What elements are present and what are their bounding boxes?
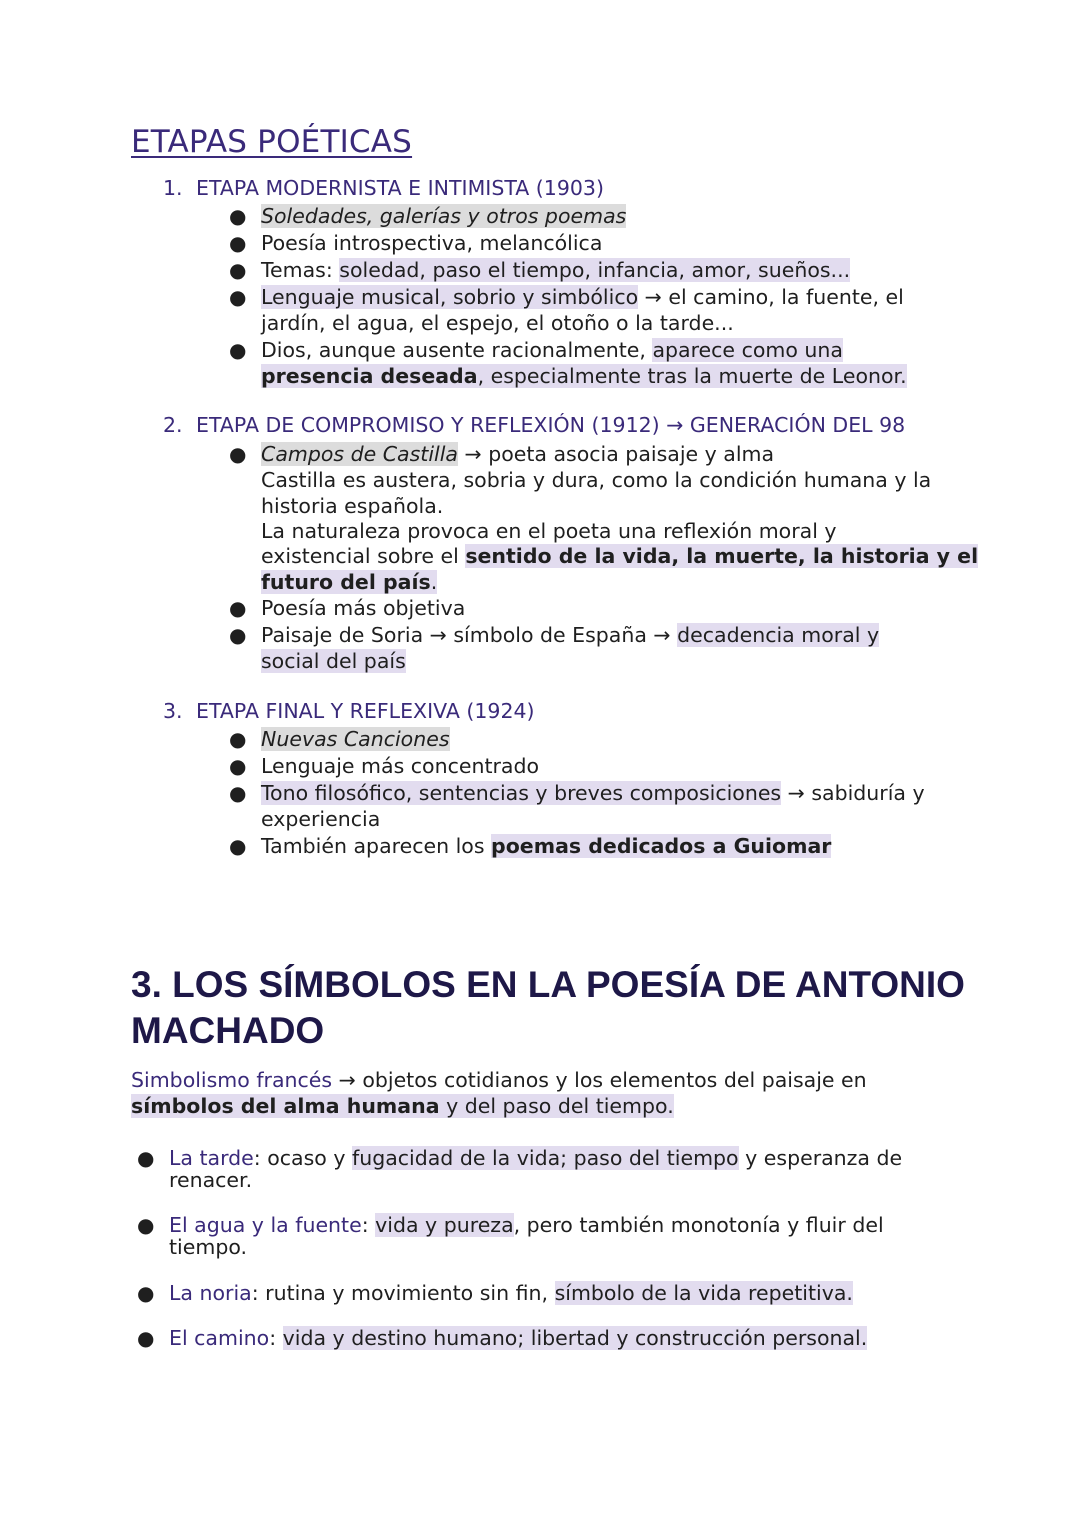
bullet: ● — [229, 204, 247, 228]
list-item: Temas: soledad, paso el tiempo, infancia, amor, sueños... — [261, 258, 851, 282]
list-item: Tono filosófico, sentencias y breves composiciones → sabiduría y — [261, 781, 925, 805]
list-item-continued: experiencia — [261, 807, 381, 831]
bullet: ● — [229, 442, 247, 466]
intro-paragraph: Simbolismo francés → objetos cotidianos y los elementos del paisaje en — [131, 1068, 867, 1092]
stage-3-heading: 3. ETAPA FINAL Y REFLEXIVA (1924) — [163, 699, 535, 723]
bullet: ● — [229, 834, 247, 858]
bullet: ● — [137, 1281, 155, 1305]
symbol-item: El camino: vida y destino humano; libertad y construcción personal. — [169, 1326, 868, 1350]
list-item: Paisaje de Soria → símbolo de España → decadencia moral y — [261, 623, 880, 647]
bullet: ● — [229, 285, 247, 309]
symbol-item: La noria: rutina y movimiento sin fin, símbolo de la vida repetitiva. — [169, 1281, 853, 1305]
symbol-item: La tarde: ocaso y fugacidad de la vida; paso del tiempo y esperanza de — [169, 1146, 903, 1170]
bullet: ● — [229, 754, 247, 778]
list-item-continued: existencial sobre el sentido de la vida, la muerte, la historia y el — [261, 544, 979, 568]
list-item-continued: historia española. — [261, 494, 444, 518]
bullet: ● — [229, 781, 247, 805]
stage-2-heading: 2. ETAPA DE COMPROMISO Y REFLEXIÓN (1912) → GENERACIÓN DEL 98 — [163, 413, 906, 437]
list-item: Poesía más objetiva — [261, 596, 466, 620]
list-item-continued: jardín, el agua, el espejo, el otoño o la tarde... — [261, 311, 734, 335]
bullet: ● — [137, 1146, 155, 1170]
section-title: 3. LOS SÍMBOLOS EN LA POESÍA DE ANTONIO MACHADO — [131, 964, 965, 1051]
bullet: ● — [229, 258, 247, 282]
bullet: ● — [229, 338, 247, 362]
bullet: ● — [229, 231, 247, 255]
bullet: ● — [137, 1213, 155, 1237]
bullet: ● — [229, 623, 247, 647]
list-item: Soledades, galerías y otros poemas — [261, 204, 627, 228]
list-item-continued: futuro del país. — [261, 570, 438, 594]
symbol-item: El agua y la fuente: vida y pureza, pero también monotonía y fluir del — [169, 1213, 884, 1237]
list-item-continued: La naturaleza provoca en el poeta una reflexión moral y — [261, 519, 837, 543]
etapas-title: ETAPAS POÉTICAS — [131, 124, 413, 160]
list-item: Nuevas Canciones — [261, 727, 450, 751]
list-item: También aparecen los poemas dedicados a Guiomar — [261, 834, 832, 858]
symbol-item-continued: renacer. — [169, 1168, 253, 1192]
bullet: ● — [137, 1326, 155, 1350]
list-item: Lenguaje musical, sobrio y simbólico → el camino, la fuente, el — [261, 285, 904, 309]
intro-paragraph-continued: símbolos del alma humana y del paso del tiempo. — [131, 1094, 674, 1118]
list-item: Lenguaje más concentrado — [261, 754, 540, 778]
list-item: Campos de Castilla → poeta asocia paisaje y alma — [261, 442, 775, 466]
list-item-continued: presencia deseada, especialmente tras la muerte de Leonor. — [261, 364, 907, 388]
stage-1-heading: 1. ETAPA MODERNISTA E INTIMISTA (1903) — [163, 176, 604, 200]
bullet: ● — [229, 596, 247, 620]
list-item-continued: Castilla es austera, sobria y dura, como la condición humana y la — [261, 468, 932, 492]
bullet: ● — [229, 727, 247, 751]
list-item-continued: social del país — [261, 649, 406, 673]
list-item: Poesía introspectiva, melancólica — [261, 231, 603, 255]
symbol-item-continued: tiempo. — [169, 1235, 248, 1259]
list-item: Dios, aunque ausente racionalmente, aparece como una — [261, 338, 843, 362]
